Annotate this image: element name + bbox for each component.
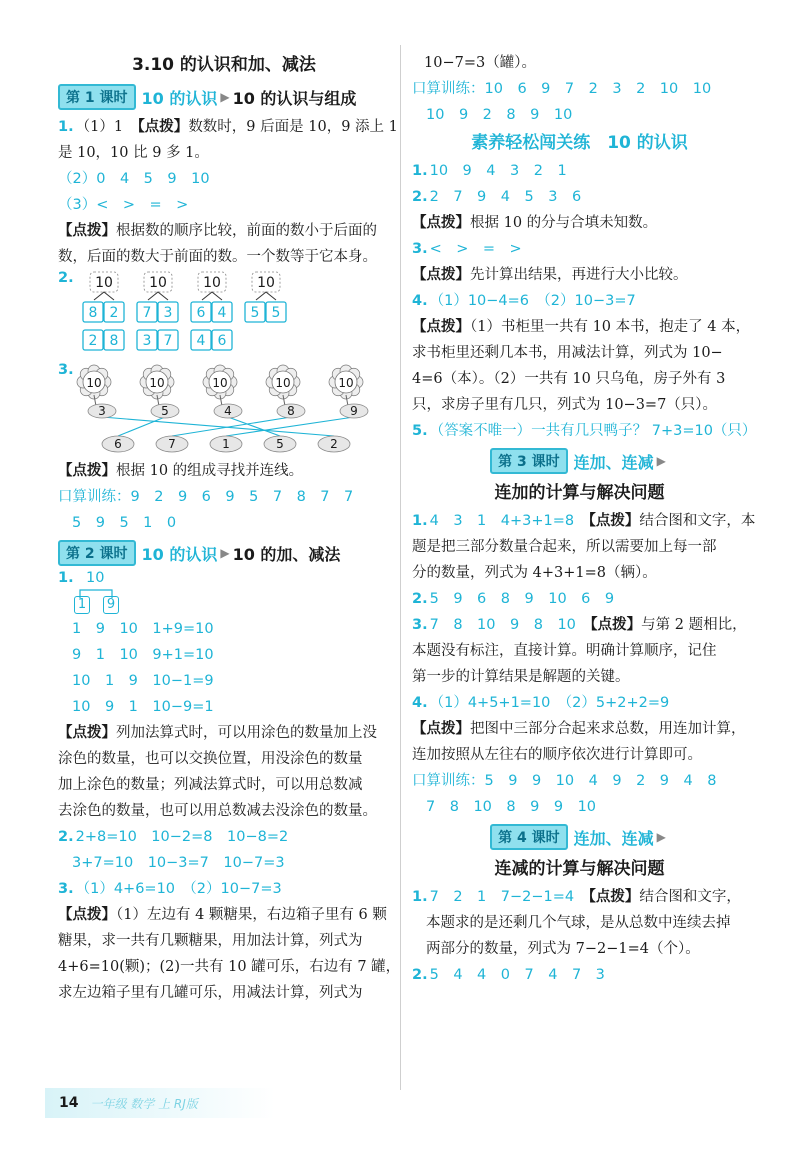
leaf-number: 3 bbox=[98, 404, 106, 418]
lesson-1-header bbox=[58, 82, 390, 112]
lesson-4-header bbox=[412, 822, 747, 852]
lesson-3-header bbox=[412, 446, 747, 476]
l3-tip4: 【点拨】把图中三部分合起来求总数，用连加计算， bbox=[412, 721, 746, 737]
bottom-leaf-number: 1 bbox=[222, 437, 230, 451]
l1-oral-2: 5 9 5 1 0 bbox=[72, 515, 177, 531]
split-line bbox=[94, 292, 114, 300]
arrow-icon: ▶ bbox=[656, 454, 666, 468]
rv-tip4-3: 4=6（本）。（2）一共有 10 只乌龟，房子外有 3 bbox=[412, 371, 726, 387]
l1-tip3: 【点拨】根据 10 的组成寻找并连线。 bbox=[58, 463, 304, 479]
l1-tip1: 【点拨】根据数的顺序比较，前面的数小于后面的 bbox=[58, 223, 377, 239]
l1-q1: 1. （1）1 【点拨】数数时，9 后面是 10，9 添上 1 bbox=[58, 119, 398, 135]
l3-oral-2: 7 8 10 8 9 9 10 bbox=[426, 799, 597, 815]
l4-a2: 2. 5 4 4 0 7 4 7 3 bbox=[412, 967, 605, 983]
l3-tip3-2: 本题没有标注，直接计算。明确计算顺序，记住 bbox=[412, 643, 717, 659]
part-number: 7 bbox=[142, 305, 152, 321]
part-number: 7 bbox=[163, 333, 173, 349]
page-number: 14 bbox=[59, 1095, 79, 1111]
part-number: 4 bbox=[217, 305, 227, 321]
lesson-4-badge: 第 4 课时 bbox=[490, 824, 568, 850]
total-number: 10 bbox=[149, 275, 167, 291]
review-title: 素养轻松闯关练 10 的认识 bbox=[471, 133, 688, 153]
leaf-number: 4 bbox=[224, 404, 232, 418]
part-number: 2 bbox=[88, 333, 98, 349]
split-line bbox=[148, 292, 168, 300]
total-number: 10 bbox=[203, 275, 221, 291]
l4-tip1-3: 两部分的数量，列式为 7−2−1=4（个）。 bbox=[426, 941, 700, 957]
split-line bbox=[202, 292, 222, 300]
flower-matching-diagram bbox=[76, 362, 376, 458]
l3-tip4-2: 连加按照从左往右的顺序依次进行计算即可。 bbox=[412, 747, 702, 763]
lesson-3-title: 连加、连减 bbox=[573, 452, 654, 472]
flower-number: 10 bbox=[86, 376, 102, 390]
part-number: 6 bbox=[196, 305, 206, 321]
l4-a1: 1. 7 2 1 7−2−1=4 【点拨】结合图和文字， bbox=[412, 889, 741, 905]
lesson-2-subtitle: 10 的加、减法 bbox=[232, 544, 341, 564]
flower-number: 10 bbox=[212, 376, 228, 390]
l2-tip3-3: 4+6=10(颗)；(2)一共有 10 罐可乐，右边有 7 罐， bbox=[58, 959, 401, 975]
rv-a3: 3. < > = > bbox=[412, 241, 522, 257]
l4-tip1-2: 本题求的是还剩几个气球，是从总数中连续去掉 bbox=[426, 915, 731, 931]
part-number: 3 bbox=[163, 305, 173, 321]
decomposition-diagram bbox=[76, 270, 376, 362]
lesson-3-badge: 第 3 课时 bbox=[490, 448, 568, 474]
page-footer bbox=[45, 1088, 275, 1118]
l1-q1-3: （3）< > = > bbox=[58, 197, 189, 213]
l2-q2-b: 3+7=10 10−3=7 10−7=3 bbox=[72, 855, 285, 871]
l1-oral-1: 口算训练：9 2 9 6 9 5 7 8 7 7 bbox=[58, 489, 354, 505]
l2-tip1-3: 加上涂色的数量；列减法算式时，可以用总数减 bbox=[58, 777, 363, 793]
lesson-4-subtitle: 连减的计算与解决问题 bbox=[494, 859, 665, 879]
part-number: 5 bbox=[250, 305, 260, 321]
lesson-2-badge: 第 2 课时 bbox=[58, 540, 136, 566]
l1-q2-figure: 2. 10 8 2 2 8 10 7 3 3 7 10 6 4 4 6 10 5 5 bbox=[58, 270, 390, 362]
l2-tip1: 【点拨】列加法算式时，可以用涂色的数量加上没 bbox=[58, 725, 377, 741]
l1-tip1-cont: 数，后面的数大于前面的数。一个数等于它本身。 bbox=[58, 249, 377, 265]
part-number: 4 bbox=[196, 333, 206, 349]
leaf-number: 8 bbox=[287, 404, 295, 418]
arrow-icon: ▶ bbox=[220, 546, 230, 560]
l2-q2-a: 2. 2+8=10 10−2=8 10−8=2 bbox=[58, 829, 289, 845]
lesson-1-subtitle: 10 的认识与组成 bbox=[232, 88, 357, 108]
leaf-number: 9 bbox=[350, 404, 358, 418]
arrow-icon: ▶ bbox=[220, 90, 230, 104]
l3-tip1-3: 分的数量，列式为 4+3+1=8（辆）。 bbox=[412, 565, 657, 581]
l1-q1-2: （2）0 4 5 9 10 bbox=[58, 171, 210, 187]
left-column bbox=[58, 50, 401, 1006]
flower-number: 10 bbox=[338, 376, 354, 390]
total-number: 10 bbox=[95, 275, 113, 291]
section-title: 3.10 的认识和加、减法 bbox=[132, 55, 316, 75]
rv-tip4-2: 求书柜里还剩几本书，用减法计算，列式为 10− bbox=[412, 345, 723, 361]
part-number: 3 bbox=[142, 333, 152, 349]
l2-eq-1: 1 9 10 1+9=10 bbox=[72, 621, 214, 637]
bottom-leaf-number: 2 bbox=[330, 437, 338, 451]
l2-q1-figure: 1. 10 1 9 bbox=[58, 570, 390, 616]
bottom-leaf-number: 5 bbox=[276, 437, 284, 451]
l2-continuation: 10−7=3（罐）。 bbox=[424, 55, 536, 71]
bottom-leaf-number: 7 bbox=[168, 437, 176, 451]
lesson-1-title: 10 的认识 bbox=[141, 88, 218, 108]
l2-eq-4: 10 9 1 10−9=1 bbox=[72, 699, 214, 715]
footer-text: 一年级 数学 上 RJ版 bbox=[90, 1096, 198, 1111]
split-line bbox=[256, 292, 276, 300]
l2-eq-3: 10 1 9 10−1=9 bbox=[72, 673, 214, 689]
rv-tip4: 【点拨】（1）书柜里一共有 10 本书，抱走了 4 本， bbox=[412, 319, 751, 335]
match-line bbox=[226, 417, 354, 436]
rv-a5: 5. （答案不唯一）一共有几只鸭子？ 7+3=10（只） bbox=[412, 423, 757, 439]
lesson-2-title: 10 的认识 bbox=[141, 544, 218, 564]
lesson-4-title: 连加、连减 bbox=[573, 828, 654, 848]
l3-a4: 4. （1）4+5+1=10 （2）5+2+2=9 bbox=[412, 695, 670, 711]
l3-tip1-2: 题是把三部分数量合起来，所以需要加上每一部 bbox=[412, 539, 717, 555]
l2-tip3: 【点拨】（1）左边有 4 颗糖果，右边箱子里有 6 颗 bbox=[58, 907, 387, 923]
l3-tip3-3: 第一步的计算结果是解题的关键。 bbox=[412, 669, 630, 685]
rv-a2: 2. 2 7 9 4 5 3 6 bbox=[412, 189, 582, 205]
arrow-icon: ▶ bbox=[656, 830, 666, 844]
column-divider bbox=[400, 45, 401, 1090]
l2-tip3-2: 糖果，求一共有几颗糖果，用加法计算，列式为 bbox=[58, 933, 363, 949]
l1-q3-figure: 3. 10 3 10 5 10 4 10 8 10 9 6 7 1 5 2 bbox=[58, 362, 390, 458]
flower-number: 10 bbox=[149, 376, 165, 390]
l3-a3: 3. 7 8 10 9 8 10 【点拨】与第 2 题相比， bbox=[412, 617, 747, 633]
lesson-1-badge: 第 1 课时 bbox=[58, 84, 136, 110]
l3-a1: 1. 4 3 1 4+3+1=8 【点拨】结合图和文字，本 bbox=[412, 513, 756, 529]
rv-a4: 4. （1）10−4=6 （2）10−3=7 bbox=[412, 293, 636, 309]
rv-tip2: 【点拨】根据 10 的分与合填未知数。 bbox=[412, 215, 658, 231]
rv-a1: 1. 10 9 4 3 2 1 bbox=[412, 163, 567, 179]
l2-q3: 3. （1）4+6=10 （2）10−7=3 bbox=[58, 881, 282, 897]
l2-oral-1: 口算训练：10 6 9 7 2 3 2 10 10 bbox=[412, 81, 712, 97]
l2-tip1-4: 去涂色的数量，也可以用总数减去没涂色的数量。 bbox=[58, 803, 377, 819]
lesson-2-header bbox=[58, 538, 390, 568]
l2-oral-2: 10 9 2 8 9 10 bbox=[426, 107, 573, 123]
l2-tip3-4: 求左边箱子里有几罐可乐，用减法计算，列式为 bbox=[58, 985, 363, 1001]
leaf-number: 5 bbox=[161, 404, 169, 418]
l3-a2: 2. 5 9 6 8 9 10 6 9 bbox=[412, 591, 615, 607]
part-number: 5 bbox=[271, 305, 281, 321]
l2-eq-2: 9 1 10 9+1=10 bbox=[72, 647, 214, 663]
match-line bbox=[102, 417, 334, 436]
l1-q1-cont: 是 10，10 比 9 多 1。 bbox=[58, 145, 209, 161]
part-number: 8 bbox=[109, 333, 119, 349]
flower-number: 10 bbox=[275, 376, 291, 390]
part-number: 8 bbox=[88, 305, 98, 321]
rv-tip3: 【点拨】先计算出结果，再进行大小比较。 bbox=[412, 267, 688, 283]
l2-tip1-2: 涂色的数量，也可以交换位置，用没涂色的数量 bbox=[58, 751, 363, 767]
rv-tip4-4: 只，求房子里有几只，列式为 10−3=7（只）。 bbox=[412, 397, 718, 413]
part-number: 2 bbox=[109, 305, 119, 321]
lesson-3-subtitle: 连加的计算与解决问题 bbox=[494, 483, 665, 503]
bottom-leaf-number: 6 bbox=[114, 437, 122, 451]
part-number: 6 bbox=[217, 333, 227, 349]
l3-oral-1: 口算训练：5 9 9 10 4 9 2 9 4 8 bbox=[412, 773, 717, 789]
total-number: 10 bbox=[257, 275, 275, 291]
right-column bbox=[412, 50, 757, 988]
